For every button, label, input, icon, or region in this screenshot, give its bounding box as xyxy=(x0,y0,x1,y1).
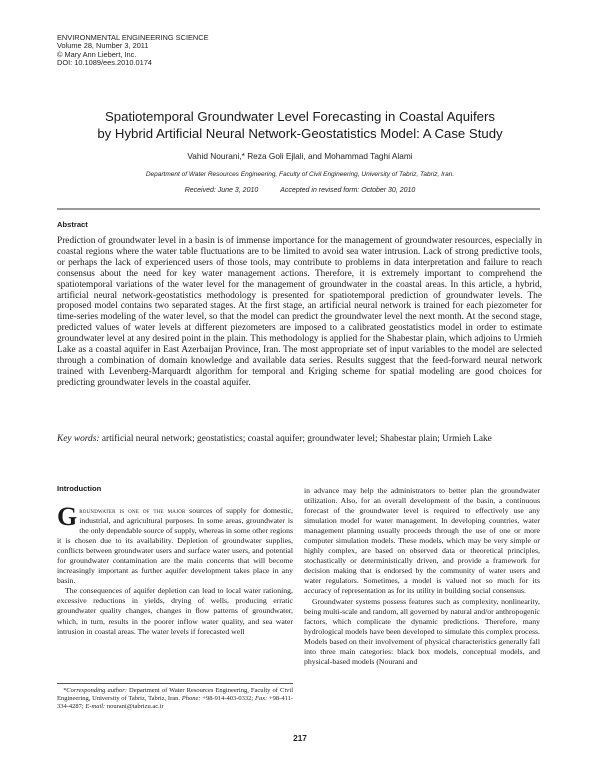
keywords-label: Key words: xyxy=(57,434,100,444)
lead-in-smallcaps: roundwater is one of the major xyxy=(79,506,186,515)
journal-doi: DOI: 10.1089/ees.2010.0174 xyxy=(57,58,152,68)
journal-header xyxy=(57,34,209,68)
accepted-date: Accepted in revised form: October 30, 2010 xyxy=(280,187,416,194)
keywords xyxy=(57,434,542,445)
journal-copyright: © Mary Ann Liebert, Inc. xyxy=(57,49,137,59)
intro-paragraph-4: Groundwater systems possess features such as complexity, nonlinearity, being multi-scale and random, all governed by natural and/or anthropogenic factors, which complicate the dynamic predictions. Therefore, many hydrological models have been developed to simulate this complex process. Models based on their involvement of physical characteristics generally fall into three main categories: black box models, conceptual models, and physical-based models (Nourani and xyxy=(304,596,540,666)
title-line-2: by Hybrid Artificial Neural Network-Geostatistics Model: A Case Study xyxy=(97,126,503,141)
fax-label: Fax: xyxy=(254,695,268,703)
journal-name: ENVIRONMENTAL ENGINEERING SCIENCE xyxy=(57,33,209,42)
intro-paragraph-1 xyxy=(57,502,293,586)
drop-cap: G xyxy=(57,502,78,531)
article-dates xyxy=(0,187,600,194)
intro-paragraph-2: The consequences of aquifer depletion can lead to local water rationing, excessive reductions in yields, drying of wells, producing erratic groundwater quality changes, changes in flow patterns of groundwater, which, in turn, results in the poorer inflow water quality, and sea water intrusion in coastal areas. The water levels if forecasted well xyxy=(57,586,293,636)
corresponding-author-footnote xyxy=(57,687,293,712)
left-column xyxy=(57,502,293,637)
journal-volume: Volume 28, Number 3, 2011 xyxy=(57,41,149,51)
page-number: 217 xyxy=(293,733,307,743)
section-divider xyxy=(57,208,540,210)
introduction-heading: Introduction xyxy=(57,484,102,493)
right-column xyxy=(304,486,540,667)
abstract-body: Prediction of groundwater level in a basin is of immense importance for the management of groundwater resources, especially in coastal regions where the water table fluctuations are to be limited to avoid sea water intrusion. Lack of strong predictive tools, or perhaps the lack of experienced users of those tools, may contribute to problems in data interpretation and failure to reach consensus about the need for key water management actions. Therefore, it is extremely important to comprehend the spatiotemporal variations of the water level for the management of groundwater in the coastal areas. In this article, a hybrid, artificial neural network-geostatistics methodology is presented for spatiotemporal prediction of groundwater levels. The proposed model contains two separated stages. At the first stage, an artificial neural network is trained for each piezometer for time-series modeling of the water level, so that the model can predict the groundwater level the next month. At the second stage, predicted values of water levels at different piezometers are imposed to a calibrated geostatistics model in order to estimate groundwater level at any desired point in the plain. This methodology is applied for the Shabestar plain, which adjoins to Urmieh Lake as a coastal aquifer in East Azerbaijan Province, Iran. The most appropriate set of input variables to the model are selected through a combination of domain knowledge and available data series. Results suggest that the feed-forward neural network trained with Levenberg-Marquardt algorithm for temporal and Kriging scheme for spatial modeling are good choices for predicting groundwater levels in the coastal aquifer. xyxy=(57,236,542,388)
email-label: E-mail: xyxy=(85,703,106,711)
abstract-heading: Abstract xyxy=(57,220,88,229)
article-title xyxy=(0,108,600,142)
authors: Vahid Nourani,* Reza Goli Ejlali, and Mohammad Taghi Alami xyxy=(187,151,413,161)
intro-paragraph-3: in advance may help the administrators to better plan the groundwater utilization. Also, for an overall development of the basin, a continuous forecast of the groundwater level is required to effectively use any simulation model for water management. In developing countries, water management planning usually proceeds through the use of one or more computer simulation models. These models, which may be very simple or highly complex, are based on observed data or theoretical principles, stochastically or deterministically driven, and provide a framework for decision making that is endorsed by the community of water users and water regulators. Sometimes, a model is valued not so much for its accuracy of representation as for its utility in building social consensus. xyxy=(304,486,540,596)
title-line-1: Spatiotemporal Groundwater Level Forecasting in Coastal Aquifers xyxy=(105,109,495,124)
phone-label: Phone: xyxy=(181,695,201,703)
fax-number: +98-411-334-4287; xyxy=(57,695,294,711)
intro-paragraph-1-text: sources of supply for domestic, industrial, and agricultural purposes. In some areas, groundwater is the only dependable source of supply, whereas in some other regions it is chosen due to its availability. Depletion of groundwater supplies, conflicts between groundwater users and surface water users, and potential for groundwater contamination are the main concerns that will become increasingly important as further aquifer development takes place in any basin. xyxy=(57,506,293,586)
phone-number: +98-914-403-0332; xyxy=(200,695,254,703)
keywords-text: artificial neural network; geostatistics; coastal aquifer; groundwater level; Shabestar plain; Urmieh Lake xyxy=(99,434,492,444)
affiliation: Department of Water Resources Engineering, Faculty of Civil Engineering, University of Tabriz, Tabriz, Iran. xyxy=(145,171,455,178)
footnote-address: Department of Water Resources Engineering, Faculty of Civil Engineering, University of Tabriz, Tabriz, Iran. xyxy=(57,687,294,703)
email-address[interactable]: nourani@tabrizu.ac.ir xyxy=(105,703,164,711)
received-date: Received: June 3, 2010 xyxy=(184,187,259,194)
footnote-label: *Corresponding author: xyxy=(63,687,127,694)
footnote-divider xyxy=(57,683,293,684)
